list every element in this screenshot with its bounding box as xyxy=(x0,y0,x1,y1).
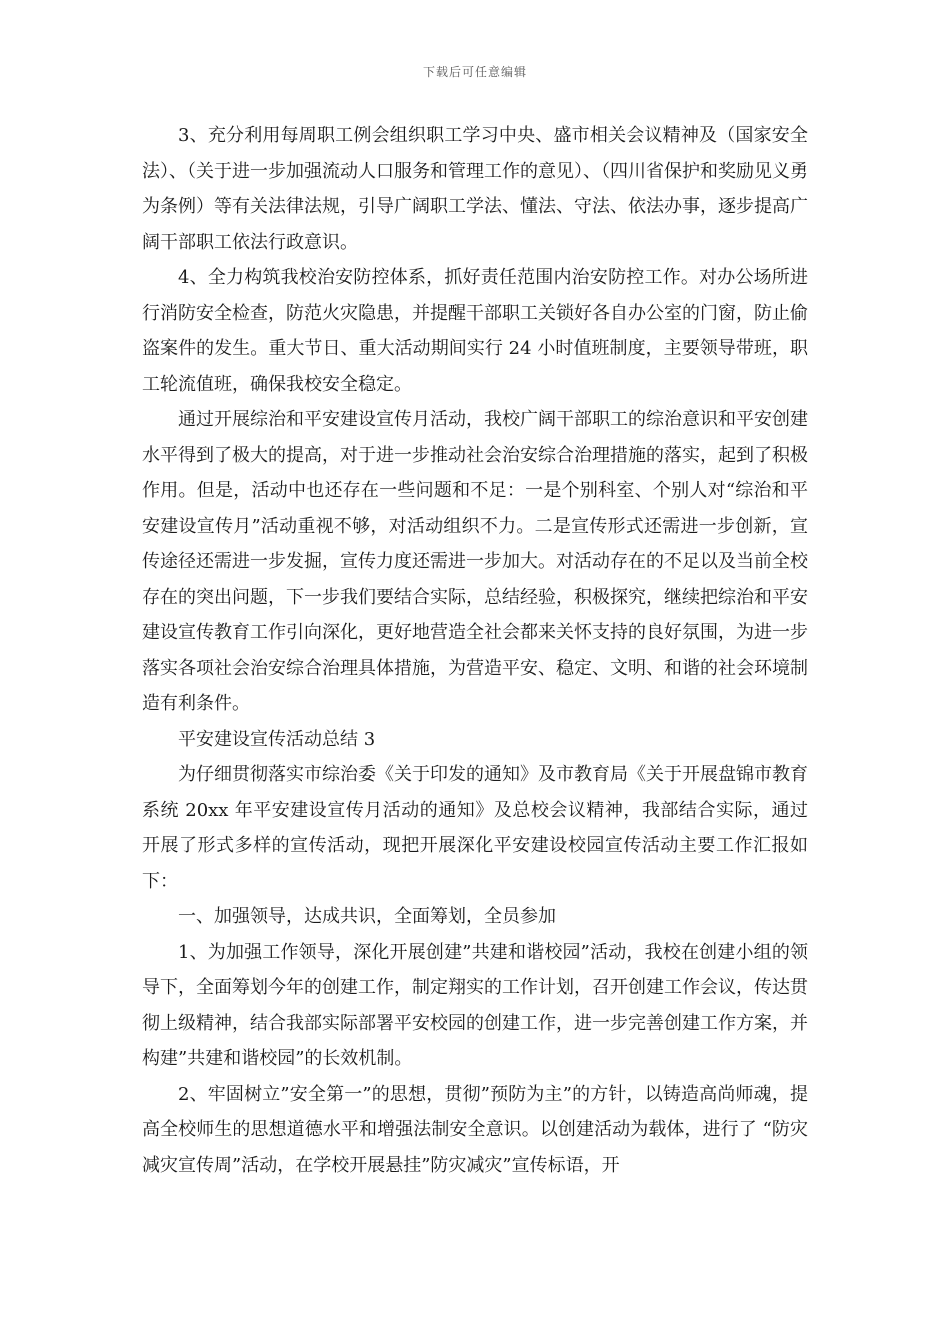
document-body xyxy=(142,118,808,1183)
paragraph-item-4-security: 4、全力构筑我校治安防控体系，抓好责任范围内治安防控工作。对办公场所进行消防安全检查，防范火灾隐患，并提醒干部职工关锁好各自办公室的门窗，防止偷盗案件的发生。重大节日、重大活动期间实行 24 小时值班制度，主要领导带班，职工轮流值班，确保我校安全稳定。 xyxy=(142,267,808,395)
section-heading-1: 一、加强领导，达成共识，全面筹划，全员参加 xyxy=(178,906,556,927)
paragraph-item-3-study: 3、充分利用每周职工例会组织职工学习中央、盛市相关会议精神及（国家安全法）、（关于进一步加强流动人口服务和管理工作的意见）、（四川省保护和奖励见义勇为条例）等有关法律法规，引导广阔职工学法、懂法、守法、依法办事，逐步提高广阔干部职工依法行政意识。 xyxy=(142,125,808,253)
paragraph-point-2: 2、牢固树立”安全第一”的思想，贯彻”预防为主”的方针，以铸造高尚师魂，提高全校师生的思想道德水平和增强法制安全意识。以创建活动为载体，进行了 “防灾减灾宣传周”活动，在学校开展悬挂”防灾减灾”宣传标语，开 xyxy=(142,1083,808,1176)
section-title: 平安建设宣传活动总结 3 xyxy=(178,728,376,750)
paragraph-point-1: 1、为加强工作领导，深化开展创建”共建和谐校园”活动，我校在创建小组的领导下，全面筹划今年的创建工作，制定翔实的工作计划，召开创建工作会议，传达贯彻上级精神，结合我部实际部署平安校园的创建工作，进一步完善创建工作方案，并构建”共建和谐校园”的长效机制。 xyxy=(142,941,808,1069)
page-header: 下载后可任意编辑 xyxy=(422,65,527,79)
paragraph-summary: 通过开展综治和平安建设宣传月活动，我校广阔干部职工的综治意识和平安创建水平得到了极大的提高，对于进一步推动社会治安综合治理措施的落实，起到了积极作用。但是，活动中也还存在一些问题和不足：一是个别科室、个别人对“综治和平安建设宣传月”活动重视不够，对活动组织不力。二是宣传形式还需进一步创新，宣传途径还需进一步发掘，宣传力度还需进一步加大。对活动存在的不足以及当前全校存在的突出问题，下一步我们要结合实际，总结经验，积极探究，继续把综治和平安建设宣传教育工作引向深化，更好地营造全社会都来关怀支持的良好氛围，为进一步落实各项社会治安综合治理具体措施，为营造平安、稳定、文明、和谐的社会环境制造有利条件。 xyxy=(142,409,808,714)
paragraph-intro: 为仔细贯彻落实市综治委《关于印发的通知》及市教育局《关于开展盘锦市教育系统 20xx 年平安建设宣传月活动的通知》及总校会议精神，我部结合实际，通过开展了形式多样的宣传活动，现把开展深化平安建设校园宣传活动主要工作汇报如下： xyxy=(142,764,808,892)
